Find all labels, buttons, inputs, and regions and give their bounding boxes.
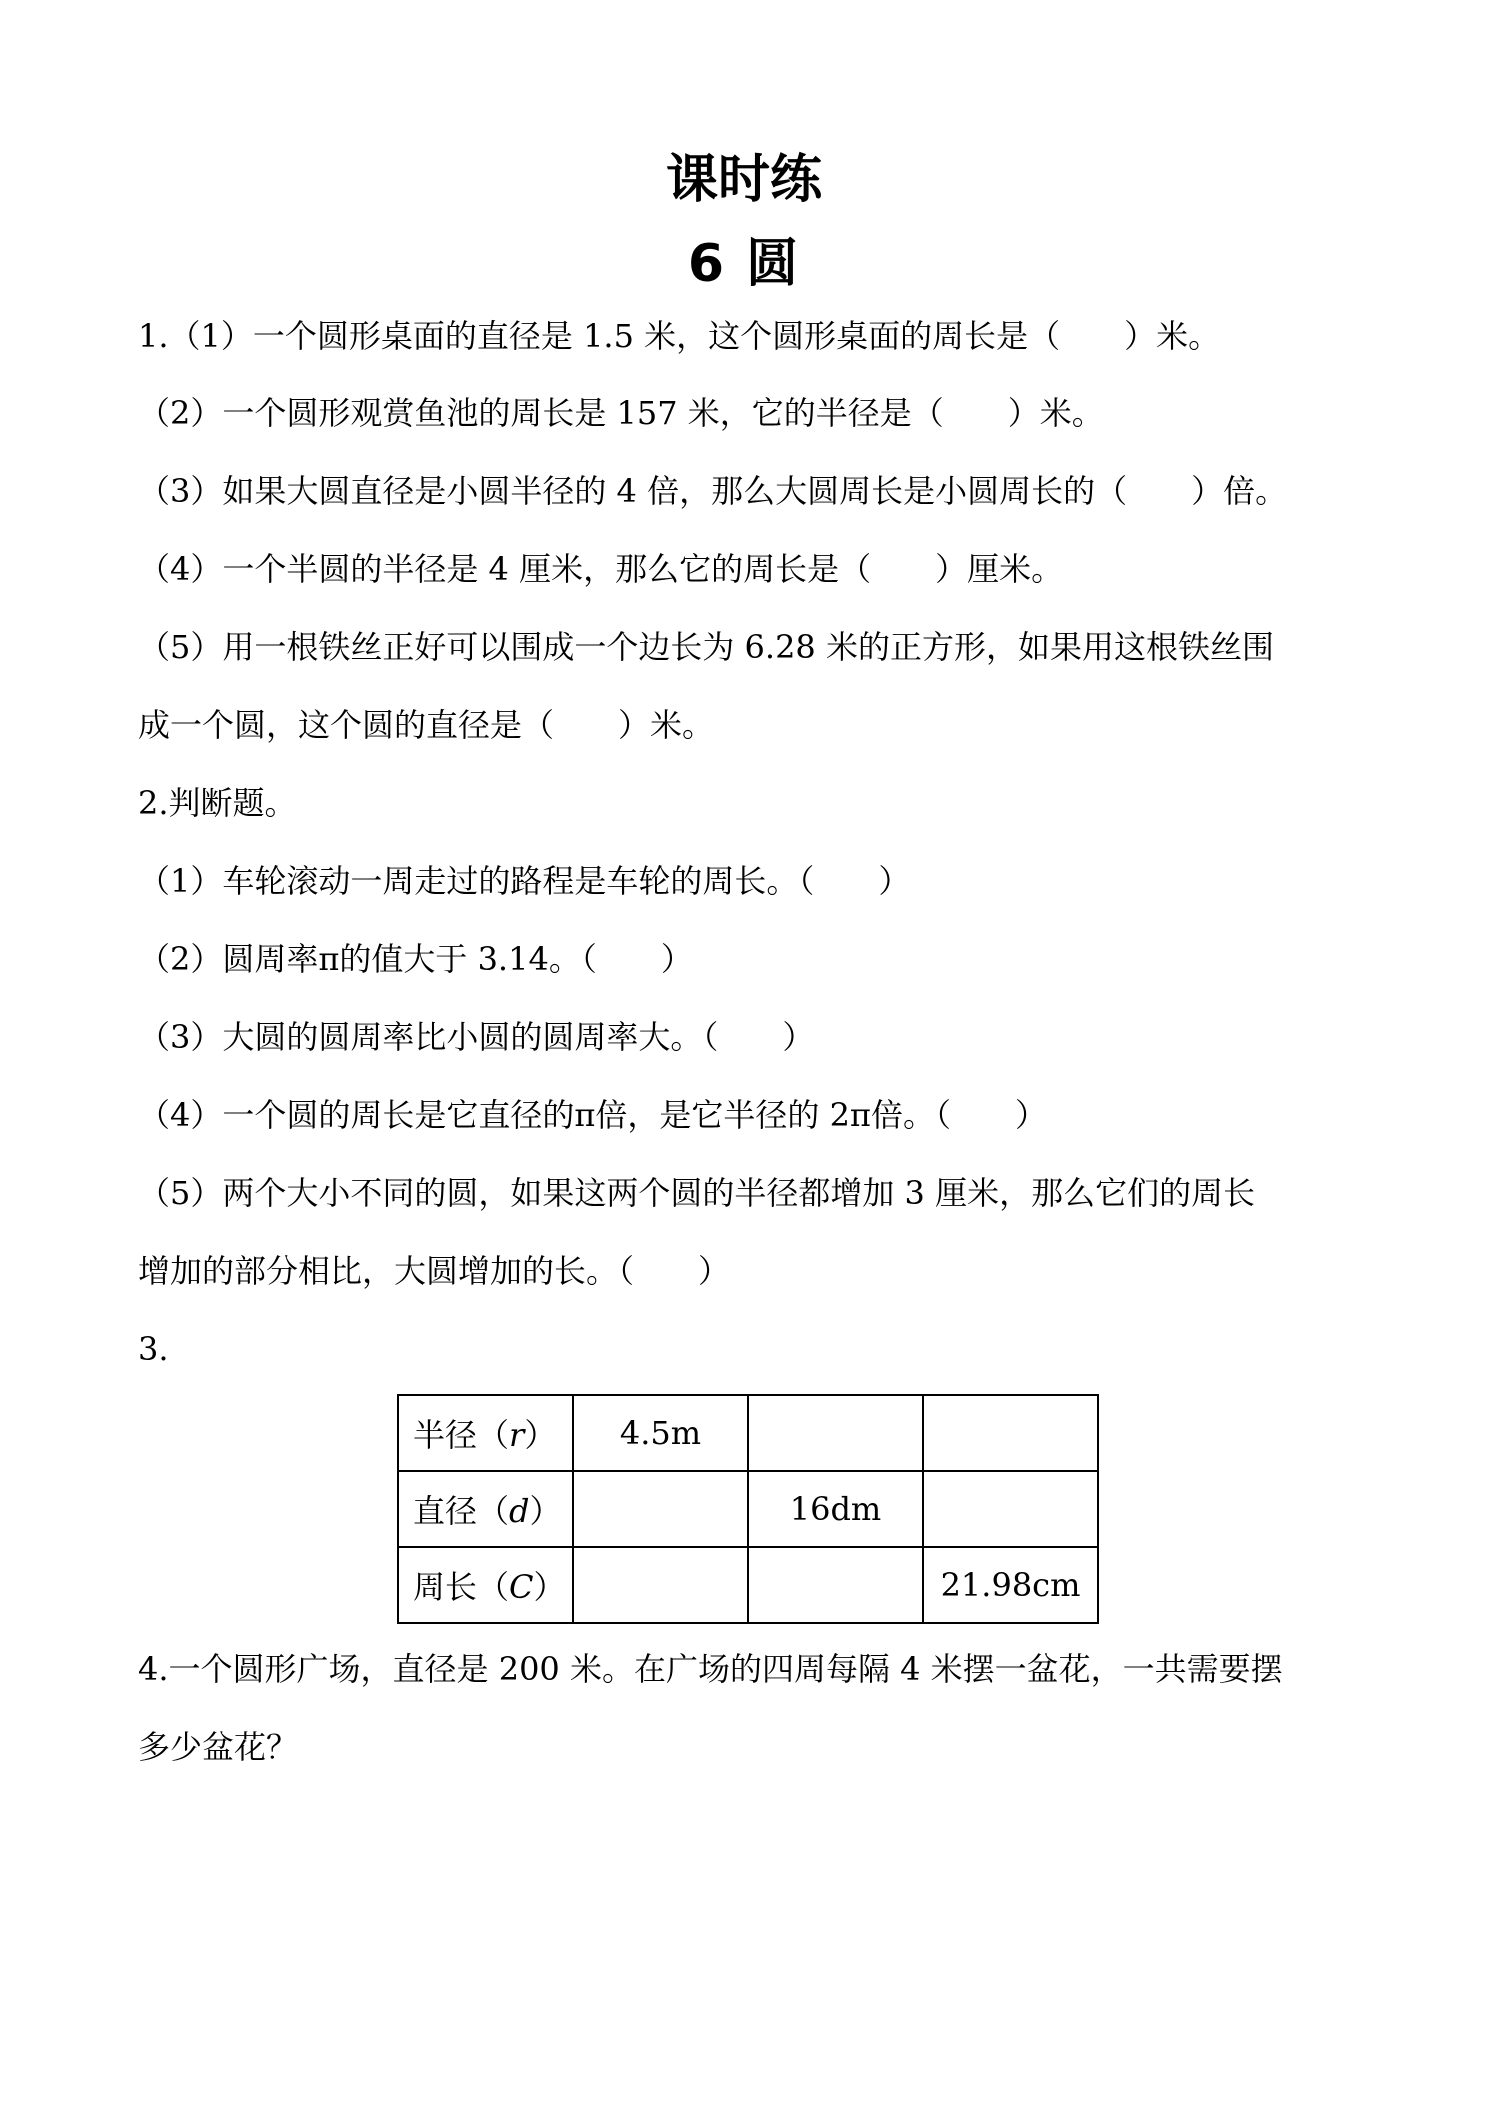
table-cell: 16dm	[748, 1471, 923, 1547]
q3-heading: 3.	[138, 1330, 169, 1368]
row-label-circumference: 周长（C）	[398, 1547, 573, 1623]
row-label-diameter: 直径（d）	[398, 1471, 573, 1547]
table-cell: 4.5m	[573, 1395, 748, 1471]
circle-measure-table	[397, 1394, 1099, 1624]
worksheet-title: 课时练	[665, 150, 822, 210]
table-cell	[573, 1547, 748, 1623]
q4-line2: 多少盆花？	[138, 1728, 299, 1766]
q1-part1: 1.（1）一个圆形桌面的直径是 1.5 米，这个圆形桌面的周长是（ ）米。	[138, 317, 1221, 355]
table-cell	[573, 1471, 748, 1547]
q2-item5-line2: 增加的部分相比，大圆增加的长。（ ）	[138, 1252, 731, 1290]
q2-heading: 2.判断题。	[138, 784, 297, 822]
q1-part5-line1: （5）用一根铁丝正好可以围成一个边长为 6.28 米的正方形，如果用这根铁丝围	[138, 628, 1274, 666]
table-row-diameter	[398, 1471, 1098, 1547]
lesson-subtitle: 6 圆	[687, 234, 801, 294]
q2-item4: （4）一个圆的周长是它直径的π倍，是它半径的 2π倍。（ ）	[138, 1096, 1047, 1134]
q1-part5-line2: 成一个圆，这个圆的直径是（ ）米。	[138, 706, 715, 744]
table-cell: 21.98cm	[923, 1547, 1098, 1623]
table-row-radius	[398, 1395, 1098, 1471]
table-cell	[923, 1471, 1098, 1547]
q1-part4: （4）一个半圆的半径是 4 厘米，那么它的周长是（ ）厘米。	[138, 550, 1064, 588]
q1-part3: （3）如果大圆直径是小圆半径的 4 倍，那么大圆周长是小圆周长的（ ）倍。	[138, 472, 1288, 510]
q2-item1: （1）车轮滚动一周走过的路程是车轮的周长。（ ）	[138, 862, 911, 900]
table-row-circumference	[398, 1547, 1098, 1623]
q1-part2: （2）一个圆形观赏鱼池的周长是 157 米，它的半径是（ ）米。	[138, 394, 1104, 432]
q4-line1: 4.一个圆形广场，直径是 200 米。在广场的四周每隔 4 米摆一盆花，一共需要摆	[138, 1650, 1283, 1688]
q2-item3: （3）大圆的圆周率比小圆的圆周率大。（ ）	[138, 1018, 815, 1056]
table-cell	[748, 1395, 923, 1471]
row-label-radius: 半径（r）	[398, 1395, 573, 1471]
q2-item5-line1: （5）两个大小不同的圆，如果这两个圆的半径都增加 3 厘米，那么它们的周长	[138, 1174, 1256, 1212]
q2-item2: （2）圆周率π的值大于 3.14。（ ）	[138, 940, 693, 978]
table-cell	[748, 1547, 923, 1623]
table-cell	[923, 1395, 1098, 1471]
